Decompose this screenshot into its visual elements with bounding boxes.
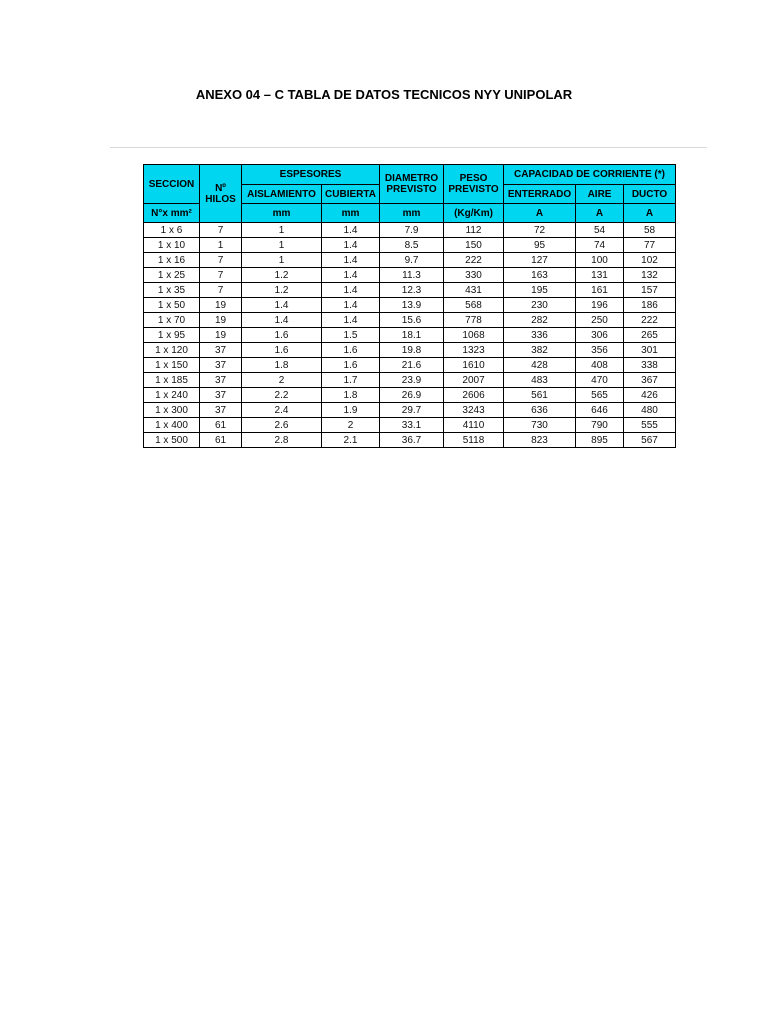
table-cell: 1.4 [242, 298, 322, 313]
table-cell: 1.6 [322, 343, 380, 358]
header-espesores: ESPESORES [242, 165, 380, 185]
table-cell: 306 [576, 328, 624, 343]
table-cell: 7.9 [380, 223, 444, 238]
table-cell: 1610 [444, 358, 504, 373]
table-cell: 567 [624, 433, 676, 448]
table-cell: 18.1 [380, 328, 444, 343]
unit-enterrado: A [504, 204, 576, 223]
table-cell: 338 [624, 358, 676, 373]
table-cell: 1.4 [322, 223, 380, 238]
table-cell: 61 [200, 418, 242, 433]
table-cell: 483 [504, 373, 576, 388]
table-cell: 37 [200, 358, 242, 373]
table-cell: 157 [624, 283, 676, 298]
table-cell: 568 [444, 298, 504, 313]
table-cell: 1 x 50 [144, 298, 200, 313]
unit-cubierta: mm [322, 204, 380, 223]
table-cell: 431 [444, 283, 504, 298]
table-cell: 132 [624, 268, 676, 283]
table-cell: 5118 [444, 433, 504, 448]
technical-data-table [143, 164, 676, 448]
table-cell: 250 [576, 313, 624, 328]
table-cell: 1.4 [322, 283, 380, 298]
table-cell: 19 [200, 313, 242, 328]
table-cell: 37 [200, 373, 242, 388]
table-cell: 561 [504, 388, 576, 403]
header-capacidad: CAPACIDAD DE CORRIENTE (*) [504, 165, 676, 185]
document-title: ANEXO 04 – C TABLA DE DATOS TECNICOS NYY UNIPOLAR [195, 87, 573, 102]
table-row [144, 238, 676, 253]
table-cell: 1.6 [242, 328, 322, 343]
table-cell: 1 x 300 [144, 403, 200, 418]
header-cubierta: CUBIERTA [322, 185, 380, 204]
table-cell: 1.6 [322, 358, 380, 373]
table-cell: 23.9 [380, 373, 444, 388]
table-cell: 15.6 [380, 313, 444, 328]
table-cell: 1 [242, 238, 322, 253]
table-cell: 37 [200, 403, 242, 418]
table-cell: 790 [576, 418, 624, 433]
table-cell: 7 [200, 253, 242, 268]
table-cell: 36.7 [380, 433, 444, 448]
table-cell: 8.5 [380, 238, 444, 253]
table-cell: 131 [576, 268, 624, 283]
table-cell: 1 x 400 [144, 418, 200, 433]
table-cell: 1 x 185 [144, 373, 200, 388]
table-row [144, 343, 676, 358]
table-cell: 426 [624, 388, 676, 403]
table-cell: 1 x 150 [144, 358, 200, 373]
table-cell: 1 x 6 [144, 223, 200, 238]
unit-peso: (Kg/Km) [444, 204, 504, 223]
table-cell: 37 [200, 343, 242, 358]
table-cell: 54 [576, 223, 624, 238]
table-cell: 12.3 [380, 283, 444, 298]
table-cell: 1.2 [242, 283, 322, 298]
table-cell: 282 [504, 313, 576, 328]
table-cell: 161 [576, 283, 624, 298]
table-cell: 163 [504, 268, 576, 283]
table-cell: 646 [576, 403, 624, 418]
table-cell: 61 [200, 433, 242, 448]
table-cell: 7 [200, 268, 242, 283]
table-cell: 95 [504, 238, 576, 253]
table-row [144, 298, 676, 313]
table-cell: 382 [504, 343, 576, 358]
table-cell: 1068 [444, 328, 504, 343]
table-cell: 1.2 [242, 268, 322, 283]
header-ducto: DUCTO [624, 185, 676, 204]
table-cell: 72 [504, 223, 576, 238]
header-enterrado: ENTERRADO [504, 185, 576, 204]
table-row [144, 283, 676, 298]
table-cell: 19.8 [380, 343, 444, 358]
table-cell: 1 x 10 [144, 238, 200, 253]
table-cell: 301 [624, 343, 676, 358]
table-cell: 230 [504, 298, 576, 313]
table-body [144, 223, 676, 448]
table-cell: 58 [624, 223, 676, 238]
table-row [144, 313, 676, 328]
table-cell: 1.5 [322, 328, 380, 343]
table-row [144, 223, 676, 238]
table-cell: 1.4 [322, 298, 380, 313]
table-cell: 29.7 [380, 403, 444, 418]
table-cell: 37 [200, 388, 242, 403]
table-cell: 2.6 [242, 418, 322, 433]
table-cell: 1 [242, 253, 322, 268]
unit-diametro: mm [380, 204, 444, 223]
table-cell: 1.9 [322, 403, 380, 418]
table-cell: 2.2 [242, 388, 322, 403]
table-cell: 2.1 [322, 433, 380, 448]
table-cell: 428 [504, 358, 576, 373]
table-cell: 367 [624, 373, 676, 388]
table-cell: 1.4 [322, 268, 380, 283]
table-cell: 222 [444, 253, 504, 268]
table-cell: 730 [504, 418, 576, 433]
header-hilos: Nº HILOS [200, 165, 242, 223]
table-cell: 195 [504, 283, 576, 298]
table-cell: 555 [624, 418, 676, 433]
table-cell: 565 [576, 388, 624, 403]
table-cell: 1323 [444, 343, 504, 358]
table-cell: 1.8 [322, 388, 380, 403]
header-aislamiento: AISLAMIENTO [242, 185, 322, 204]
table-cell: 1.4 [242, 313, 322, 328]
table-cell: 196 [576, 298, 624, 313]
table-cell: 3243 [444, 403, 504, 418]
unit-aire: A [576, 204, 624, 223]
unit-seccion: N°x mm² [144, 204, 200, 223]
table-cell: 33.1 [380, 418, 444, 433]
table-cell: 77 [624, 238, 676, 253]
table-cell: 895 [576, 433, 624, 448]
table-cell: 1 x 25 [144, 268, 200, 283]
table-cell: 2 [242, 373, 322, 388]
table-row [144, 253, 676, 268]
table-cell: 19 [200, 328, 242, 343]
table-cell: 356 [576, 343, 624, 358]
header-seccion: SECCION [144, 165, 200, 204]
table-cell: 408 [576, 358, 624, 373]
table-cell: 2.4 [242, 403, 322, 418]
table-row [144, 328, 676, 343]
table-cell: 1 x 240 [144, 388, 200, 403]
table-cell: 112 [444, 223, 504, 238]
table-cell: 7 [200, 283, 242, 298]
table-cell: 636 [504, 403, 576, 418]
table-row [144, 418, 676, 433]
table-cell: 336 [504, 328, 576, 343]
table-cell: 222 [624, 313, 676, 328]
table-cell: 1.8 [242, 358, 322, 373]
table-cell: 1 [200, 238, 242, 253]
table-cell: 1.6 [242, 343, 322, 358]
table-cell: 1 x 35 [144, 283, 200, 298]
table-cell: 2007 [444, 373, 504, 388]
table-cell: 74 [576, 238, 624, 253]
table-cell: 1 x 16 [144, 253, 200, 268]
header-aire: AIRE [576, 185, 624, 204]
table-cell: 1.7 [322, 373, 380, 388]
table-cell: 26.9 [380, 388, 444, 403]
table-cell: 1 x 95 [144, 328, 200, 343]
table-cell: 480 [624, 403, 676, 418]
table-cell: 19 [200, 298, 242, 313]
unit-ducto: A [624, 204, 676, 223]
header-diametro: DIAMETRO PREVISTO [380, 165, 444, 204]
unit-aislamiento: mm [242, 204, 322, 223]
table-cell: 1 x 500 [144, 433, 200, 448]
table-cell: 1.4 [322, 238, 380, 253]
table-cell: 9.7 [380, 253, 444, 268]
table-cell: 2606 [444, 388, 504, 403]
table-cell: 21.6 [380, 358, 444, 373]
table-cell: 1.4 [322, 313, 380, 328]
table-row [144, 388, 676, 403]
table-cell: 1 x 120 [144, 343, 200, 358]
table-cell: 823 [504, 433, 576, 448]
table-cell: 778 [444, 313, 504, 328]
table-cell: 150 [444, 238, 504, 253]
table-cell: 265 [624, 328, 676, 343]
table-cell: 2.8 [242, 433, 322, 448]
table-row [144, 403, 676, 418]
table-cell: 1.4 [322, 253, 380, 268]
table-cell: 1 x 70 [144, 313, 200, 328]
divider-line [110, 147, 707, 148]
table-cell: 1 [242, 223, 322, 238]
table-cell: 11.3 [380, 268, 444, 283]
table-row [144, 268, 676, 283]
table-cell: 13.9 [380, 298, 444, 313]
table-cell: 102 [624, 253, 676, 268]
table-cell: 186 [624, 298, 676, 313]
table-row [144, 433, 676, 448]
table-cell: 330 [444, 268, 504, 283]
table-row [144, 373, 676, 388]
table-cell: 100 [576, 253, 624, 268]
table-cell: 7 [200, 223, 242, 238]
table-row [144, 358, 676, 373]
table-cell: 2 [322, 418, 380, 433]
table-cell: 127 [504, 253, 576, 268]
table-cell: 4110 [444, 418, 504, 433]
table-cell: 470 [576, 373, 624, 388]
header-peso: PESO PREVISTO [444, 165, 504, 204]
